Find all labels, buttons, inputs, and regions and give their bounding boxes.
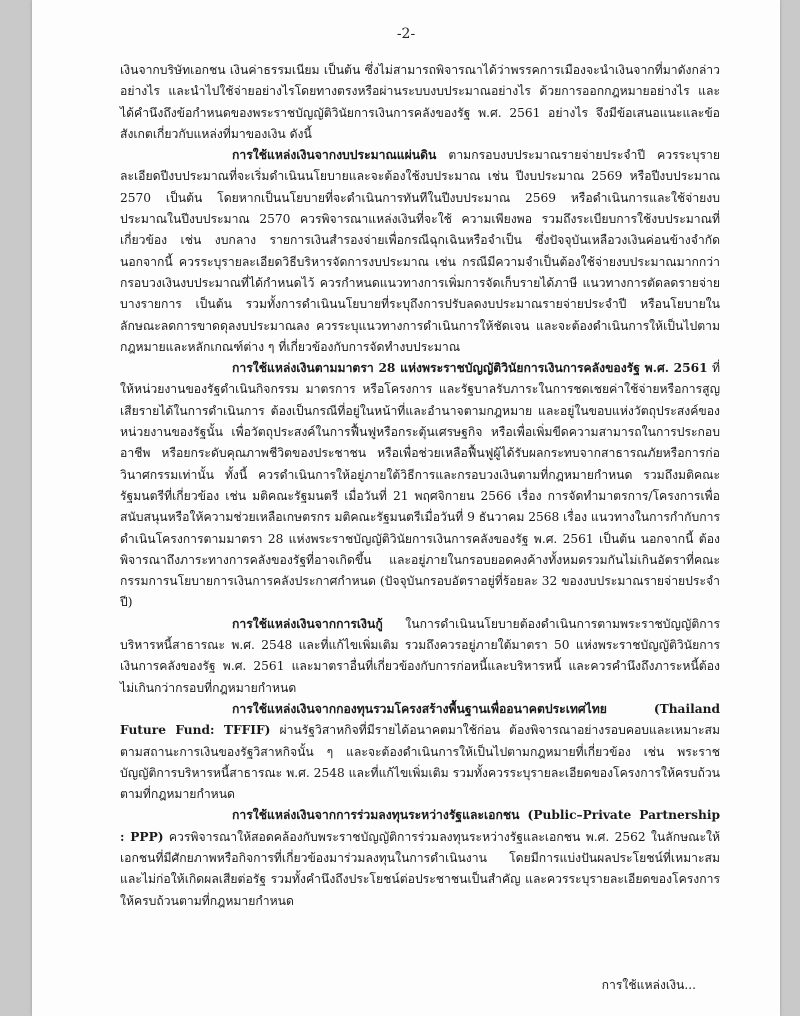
paragraph-text: ผ่านรัฐวิสาหกิจที่มีรายได้อนาคตมาใช้ก่อน ต้องพิจารณาอย่างรอบคอบและเหมาะสมตามสถานะการเงินของรัฐวิสาหกิจนั้น ๆ และจะต้องดำเนินการให้เป็นไปตามกฎหมายที่เกี่ยวข้อง เช่น พระราชบัญญัติการบริหารหนี้สาธารณะ พ.ศ. 2548 และที่แก้ไขเพิ่มเติม รวมทั้งควรระบุรายละเอียดของโครงการให้ครบถ้วนตามที่กฎหมายกำหนด <box>120 723 720 802</box>
paragraph-budget <box>120 145 720 358</box>
paragraph-text: ควรพิจารณาให้สอดคล้องกับพระราชบัญญัติการร่วมลงทุนระหว่างรัฐและเอกชน พ.ศ. 2562 ในลักษณะให้เอกชนที่มีศักยภาพหรือกิจการที่เกี่ยวข้องมาร่วมลงทุนในการดำเนินงาน โดยมีการแบ่งปันผลประโยชน์ที่เหมาะสม และไม่ก่อให้เกิดผลเสียต่อรัฐ รวมทั้งคำนึงถึงประโยชน์ต่อประชาชนเป็นสำคัญ และควรระบุรายละเอียดของโครงการให้ครบถ้วนตามที่กฎหมายกำหนด <box>120 829 720 908</box>
paragraph-heading: การใช้แหล่งเงินจากการร่วมลงทุนระหว่างรัฐและเอกชน (Public–Private Partnership : PPP) <box>120 808 720 844</box>
document-body <box>120 60 720 912</box>
paragraph-heading: การใช้แหล่งเงินจากงบประมาณแผ่นดิน <box>232 148 437 163</box>
paragraph-text: เงินจากบริษัทเอกชน เงินค่าธรรมเนียม เป็นต้น ซึ่งไม่สามารถพิจารณาได้ว่าพรรคการเมืองจะนำเงินจากที่มาดังกล่าวอย่างไร และนำไปใช้จ่ายอย่างไรโดยทางตรงหรือผ่านระบบงบประมาณอย่างไร ด้วยการออกกฎหมายอย่างไร และได้คำนึงถึงข้อกำหนดของพระราชบัญญัติวินัยการเงินการคลังของรัฐ พ.ศ. 2561 อย่างไร จึงมีข้อเสนอแนะและข้อสังเกตเกี่ยวกับแหล่งที่มาของเงิน ดังนี้ <box>120 63 720 141</box>
continuation-note: การใช้แหล่งเงิน... <box>601 978 696 992</box>
paragraph-section-28 <box>120 358 720 614</box>
page-number: -2- <box>396 26 416 42</box>
paragraph-ppp <box>120 805 720 911</box>
paragraph-text: ที่ให้หน่วยงานของรัฐดำเนินกิจกรรม มาตรการ หรือโครงการ และรัฐบาลรับภาระในการชดเชยค่าใช้จ่ายหรือการสูญเสียรายได้ในการดำเนินการ ต้องเป็นกรณีที่อยู่ในหน้าที่และอำนาจตามกฎหมาย และอยู่ในขอบแห่งวัตถุประสงค์ของหน่วยงานของรัฐนั้น เพื่อวัตถุประสงค์ในการฟื้นฟูหรือกระตุ้นเศรษฐกิจ หรือเพื่อเพิ่มขีดความสามารถในการประกอบอาชีพ หรือยกระดับคุณภาพชีวิตของประชาชน หรือเพื่อช่วยเหลือฟื้นฟูผู้ได้รับผลกระทบจากสาธารณภัยหรือการก่อวินาศกรรมเท่านั้น ทั้งนี้ ควรดำเนินการให้อยู่ภายใต้วิธีการและกรอบวงเงินตามที่กฎหมายกำหนด รวมถึงมติคณะรัฐมนตรีที่เกี่ยวข้อง เช่น มติคณะรัฐมนตรี เมื่อวันที่ 21 พฤศจิกายน 2566 เรื่อง การจัดทำมาตรการ/โครงการเพื่อสนับสนุนหรือให้ความช่วยเหลือเกษตรกร มติคณะรัฐมนตรีเมื่อวันที่ 9 ธันวาคม 2568 เรื่อง แนวทางในการกำกับการดำเนินโครงการตามมาตรา 28 แห่งพระราชบัญญัติวินัยการเงินการคลังของรัฐ พ.ศ. 2561 เป็นต้น นอกจากนี้ ต้องพิจารณาถึงภาระทางการคลังของรัฐที่อาจเกิดขึ้น และอยู่ภายในกรอบยอดคงค้างทั้งหมดรวมกันไม่เกินอัตราที่คณะกรรมการนโยบายการเงินการคลังประกาศกำหนด (ปัจจุบันกรอบอัตราอยู่ที่ร้อยละ 32 ของงบประมาณรายจ่ายประจำปี) <box>120 361 721 610</box>
paragraph-intro <box>120 60 720 145</box>
paragraph-heading: การใช้แหล่งเงินจากกองทุนรวมโครงสร้างพื้นฐานเพื่ออนาคตประเทศไทย (Thailand Future Fund: TFFIF) <box>120 701 720 738</box>
paragraph-tffif <box>120 699 720 805</box>
paragraph-text: ในการดำเนินนโยบายต้องดำเนินการตามพระราชบัญญัติการบริหารหนี้สาธารณะ พ.ศ. 2548 และที่แก้ไขเพิ่มเติม รวมถึงควรอยู่ภายใต้มาตรา 50 แห่งพระราชบัญญัติวินัยการเงินการคลังของรัฐ พ.ศ. 2561 และมาตราอื่นที่เกี่ยวข้องกับการก่อหนี้และบริหารหนี้ และควรคำนึงถึงภาระหนี้ต้องไม่เกินกว่ากรอบที่กฎหมายกำหนด <box>120 616 720 695</box>
paragraph-text: ตามกรอบงบประมาณรายจ่ายประจำปี ควรระบุรายละเอียดปีงบประมาณที่จะเริ่มดำเนินนโยบายและจะต้องใช้งบประมาณ เช่น ปีงบประมาณ 2569 หรือปีงบประมาณ 2570 เป็นต้น โดยหากเป็นนโยบายที่จะดำเนินการทันทีในปีงบประมาณ 2569 หรือดำเนินการและใช้จ่ายงบประมาณในปีงบประมาณ 2570 ควรพิจารณาแหล่งเงินที่จะใช้ ความเพียงพอ รวมถึงระเบียบการใช้งบประมาณที่เกี่ยวข้อง เช่น งบกลาง รายการเงินสำรองจ่ายเพื่อกรณีฉุกเฉินหรือจำเป็น ซึ่งปัจจุบันเหลือวงเงินค่อนข้างจำกัด นอกจากนี้ ควรระบุรายละเอียดวิธีบริหารจัดการงบประมาณ เช่น กรณีมีความจำเป็นต้องใช้จ่ายงบประมาณมากกว่ากรอบวงเงินงบประมาณที่ได้กำหนดไว้ ควรกำหนดแนวทางการเพิ่มการจัดเก็บรายได้ภาษี แนวทางการตัดลดรายจ่ายบางรายการ เป็นต้น รวมทั้งการดำเนินนโยบายที่ระบุถึงการปรับลดงบประมาณรายจ่ายประจำปี หรือนโยบายในลักษณะลดการขาดดุลงบประมาณลง ควรระบุแนวทางการดำเนินการให้ชัดเจน และจะต้องดำเนินการให้เป็นไปตามกฎหมายและหลักเกณฑ์ต่าง ๆ ที่เกี่ยวข้องกับการจัดทำงบประมาณ <box>120 148 720 354</box>
paragraph-loan <box>120 614 720 699</box>
document-page <box>32 0 780 1016</box>
paragraph-heading: การใช้แหล่งเงินตามมาตรา 28 แห่งพระราชบัญญัติวินัยการเงินการคลังของรัฐ พ.ศ. 2561 <box>232 361 708 376</box>
paragraph-heading: การใช้แหล่งเงินจากการเงินกู้ <box>232 616 383 631</box>
